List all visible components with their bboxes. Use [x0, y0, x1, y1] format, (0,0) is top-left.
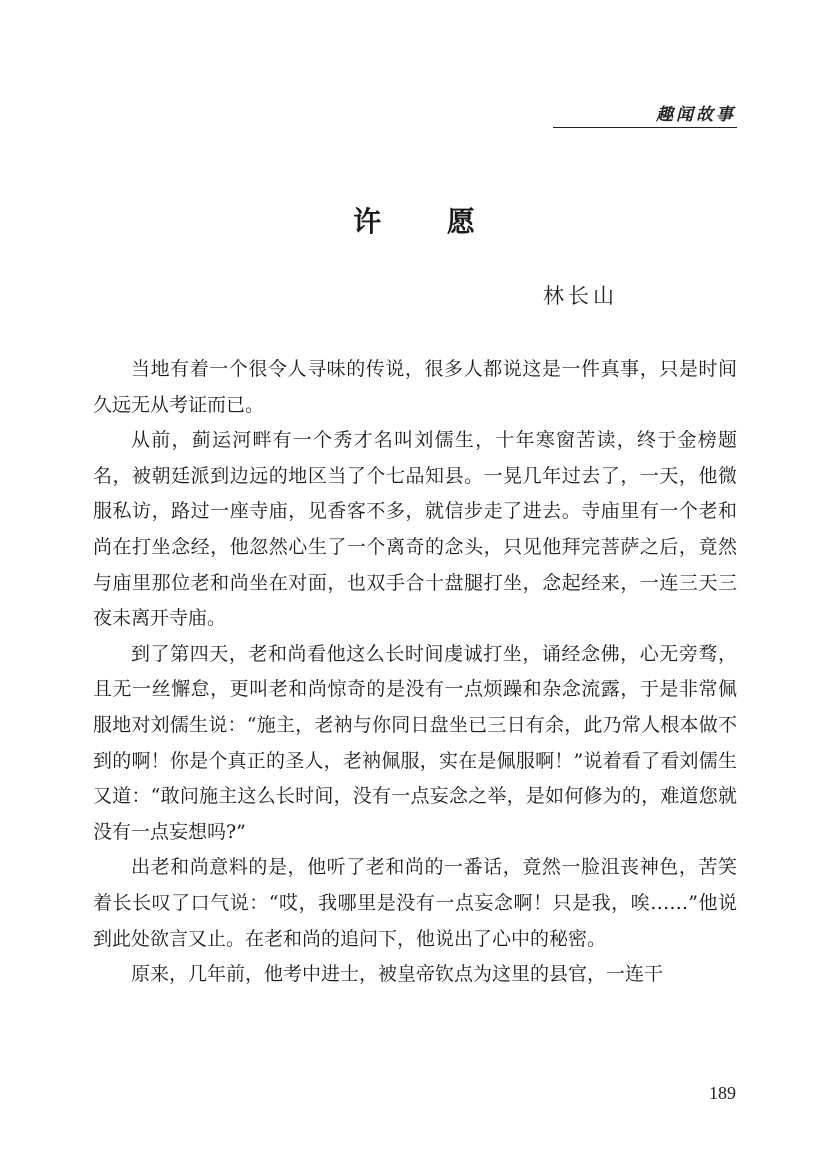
article-author: 林长山 [543, 284, 618, 308]
header-rule [553, 127, 737, 128]
section-title: 趣闻故事 [656, 105, 736, 125]
paragraph-1: 当地有着一个很令人寻味的传说，很多人都说这是一件真事，只是时间久远无从考证而已。 [93, 358, 737, 416]
paragraph-4: 出老和尚意料的是，他听了老和尚的一番话，竟然一脸沮丧神色，苦笑着长长叹了口气说：“哎，我哪里是没有一点妄念啊！只是我，唉……”他说到此处欲言又止。在老和尚的追问下，他说出了心中的秘密。 [93, 856, 737, 950]
paragraph-2: 从前，蓟运河畔有一个秀才名叫刘儒生，十年寒窗苦读，终于金榜题名，被朝廷派到边远的地区当了个七品知县。一晃几年过去了，一天，他微服私访，路过一座寺庙，见香客不多，就信步走了进去。寺庙里有一个老和尚在打坐念经，他忽然心生了一个离奇的念头，只见他拜完菩萨之后，竟然与庙里那位老和尚坐在对面，也双手合十盘腿打坐，念起经来，一连三天三夜未离开寺庙。 [93, 429, 737, 630]
page-number: 189 [709, 1083, 736, 1103]
paragraph-5: 原来，几年前，他考中进士，被皇帝钦点为这里的县官，一连干 [131, 963, 664, 986]
article-body [93, 352, 737, 993]
article-title: 许 愿 [353, 205, 503, 238]
paragraph-3: 到了第四天，老和尚看他这么长时间虔诚打坐，诵经念佛，心无旁骛，且无一丝懈怠，更叫老和尚惊奇的是没有一点烦躁和杂念流露，于是非常佩服地对刘儒生说：“施主，老衲与你同日盘坐已三日有余，此乃常人根本做不到的啊！你是个真正的圣人，老衲佩服，实在是佩服啊！”说着看了看刘儒生又道：“敢问施主这么长时间，没有一点妄念之举，是如何修为的，难道您就没有一点妄想吗?” [93, 642, 737, 843]
